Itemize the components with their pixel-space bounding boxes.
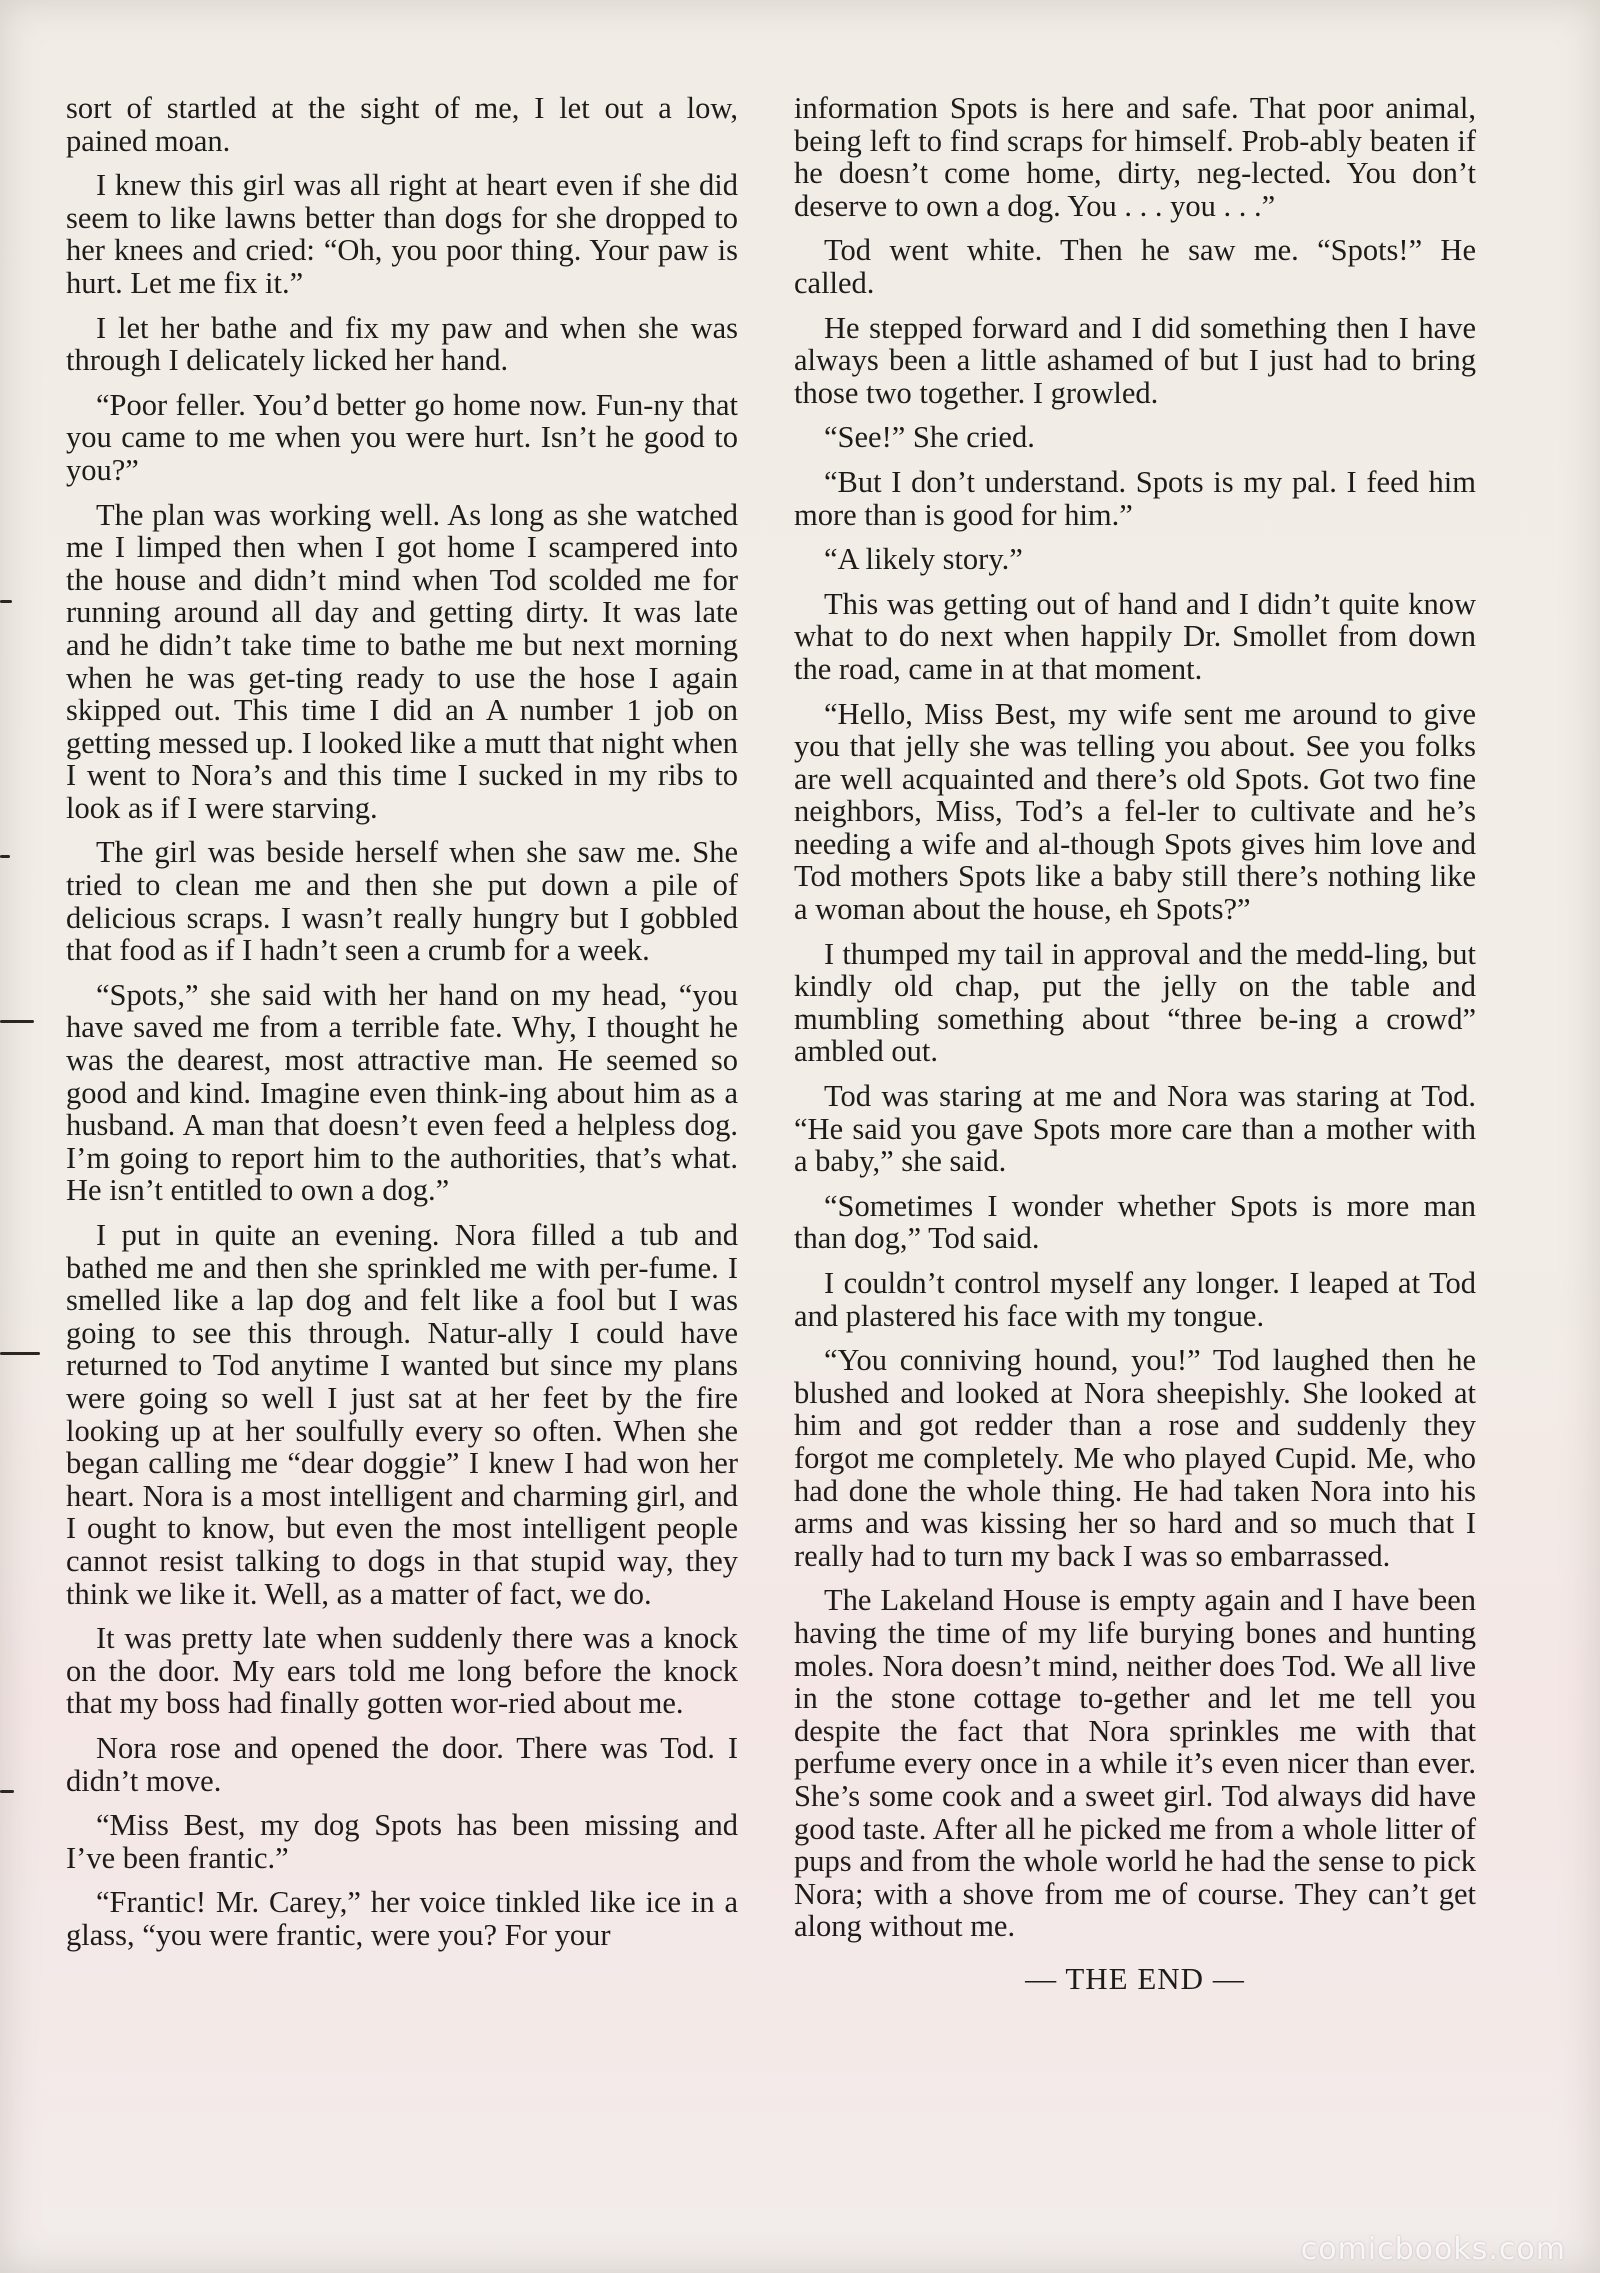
paragraph: “See!” She cried.	[824, 420, 1035, 455]
paragraph: “Hello, Miss Best, my wife sent me around to give you that jelly she was telling you about. See you folks are well acquainted and there’s old Spots. Got two fine neighbors, Miss, Tod’s a fel‑ler to cultivate and he’s needing a wife and al‑though Spots gives him love and Tod mothers Spots like a baby still there’s nothing like a woman about the house, eh Spots?”	[794, 696, 1476, 927]
paragraph: “A likely story.”	[824, 542, 1023, 577]
paragraph: “Poor feller. You’d better go home now. Fun‑ny that you came to me when you were hurt. Isn’t he good to you?”	[66, 387, 738, 487]
left-text-column	[66, 92, 738, 1963]
paragraph: The girl was beside herself when she saw me. She tried to clean me and then she put down a pile of delicious scraps. I wasn’t really hungry but I gobbled that food as if I hadn’t seen a crumb for a week.	[66, 835, 738, 968]
paragraph: sort of startled at the sight of me, I let out a low, pained moan.	[66, 91, 738, 158]
margin-mark	[0, 855, 10, 858]
paragraph: “Sometimes I wonder whether Spots is more man than dog,” Tod said.	[794, 1188, 1476, 1256]
right-text-column	[794, 92, 1476, 2007]
paragraph: “Miss Best, my dog Spots has been missing and I’ve been frantic.”	[66, 1808, 738, 1875]
paragraph: Tod went white. Then he saw me. “Spots!” He called.	[794, 233, 1476, 300]
margin-mark	[0, 1020, 34, 1023]
paragraph: “Spots,” she said with her hand on my head, “you have saved me from a terrible fate. Why, I thought he was the dearest, most attractive man. He seemed so good and kind. Imagine even think‑ing about him as a husband. A man that doesn’t even feed a helpless dog. I’m going to report him to the authorities, that’s what. He isn’t entitled to own a dog.”	[66, 977, 738, 1208]
paragraph: I put in quite an evening. Nora filled a tub and bathed me and then she sprinkled me with per‑fume. I smelled like a lap dog and felt like a fool but I was going to see this through. Natur‑ally I could have returned to Tod anytime I wanted but since my plans were going so well I just sat at her feet by the fire looking up at her soulfully every so often. When she began calling me “dear doggie” I knew I had won her heart. Nora is a most intelligent and charming girl, and I ought to know, but even the most intelligent people cannot resist talking to dogs in that stupid way, they think we like it. Well, as a matter of fact, we do.	[66, 1218, 738, 1611]
the-end-marker: — THE END —	[1025, 1960, 1245, 1996]
paragraph: I let her bathe and fix my paw and when she was through I delicately licked her hand.	[66, 310, 738, 378]
paragraph: I knew this girl was all right at heart even if she did seem to like lawns better than dogs for she dropped to her knees and cried: “Oh, you poor thing. Your paw is hurt. Let me fix it.”	[66, 168, 738, 300]
paragraph: “But I don’t understand. Spots is my pal. I feed him more than is good for him.”	[794, 464, 1476, 532]
paragraph: He stepped forward and I did something then I have always been a little ashamed of but I just had to bring those two together. I growled.	[794, 310, 1476, 410]
paragraph: The plan was working well. As long as she watched me I limped then when I got home I scampered into the house and didn’t mind when Tod scolded me for running around all day and getting dirty. It was late and he didn’t take time to bathe me but next morning when he was get‑ting ready to use the hose I again skipped out. This time I did an A number 1 job on getting messed up. I looked like a mutt that night when I went to Nora’s and this time I sucked in my ribs to look as if I were starving.	[66, 497, 738, 825]
paragraph: “You conniving hound, you!” Tod laughed then he blushed and looked at Nora sheepishly. She looked at him and got redder than a rose and suddenly they forgot me completely. Me who played Cupid. Me, who had done the whole thing. He had taken Nora into his arms and was kissing her so hard and so much that I really had to turn my back I was so embarrassed.	[794, 1343, 1476, 1573]
paragraph: information Spots is here and safe. That poor animal, being left to find scraps for himself. Prob‑ably beaten if he doesn’t come home, dirty, neg‑lected. You don’t deserve to own a dog. You . . . you . . .”	[794, 91, 1476, 223]
margin-mark	[0, 600, 12, 603]
paragraph: Tod was staring at me and Nora was staring at Tod. “He said you gave Spots more care than a mother with a baby,” she said.	[794, 1079, 1476, 1179]
paragraph: Nora rose and opened the door. There was Tod. I didn’t move.	[66, 1730, 738, 1798]
paragraph: “Frantic! Mr. Carey,” her voice tinkled like ice in a glass, “you were frantic, were you? For your	[66, 1885, 738, 1952]
site-watermark: comicbooks.com	[1300, 2232, 1566, 2267]
paragraph: This was getting out of hand and I didn’t quite know what to do next when happily Dr. Smollet from down the road, came in at that moment.	[794, 586, 1476, 686]
paragraph: I thumped my tail in approval and the medd‑ling, but kindly old chap, put the jelly on the table and mumbling something about “three be‑ing a crowd” ambled out.	[794, 936, 1476, 1069]
paragraph: I couldn’t control myself any longer. I leaped at Tod and plastered his face with my tongue.	[794, 1266, 1476, 1333]
paragraph: It was pretty late when suddenly there was a knock on the door. My ears told me long before the knock that my boss had finally gotten wor‑ried about me.	[66, 1621, 738, 1721]
paragraph: The Lakeland House is empty again and I have been having the time of my life burying bones and hunting moles. Nora doesn’t mind, neither does Tod. We all live in the stone cottage to‑gether and let me tell you despite the fact that Nora sprinkles me with that perfume every once in a while it’s even nicer than ever. She’s some cook and a sweet girl. Tod always did have good taste. After all he picked me from a whole litter of pups and from the whole world he had the sense to pick Nora; with a shove from me of course. They can’t get along without me.	[794, 1583, 1476, 1944]
margin-mark	[0, 1352, 40, 1355]
margin-mark	[0, 1790, 14, 1793]
